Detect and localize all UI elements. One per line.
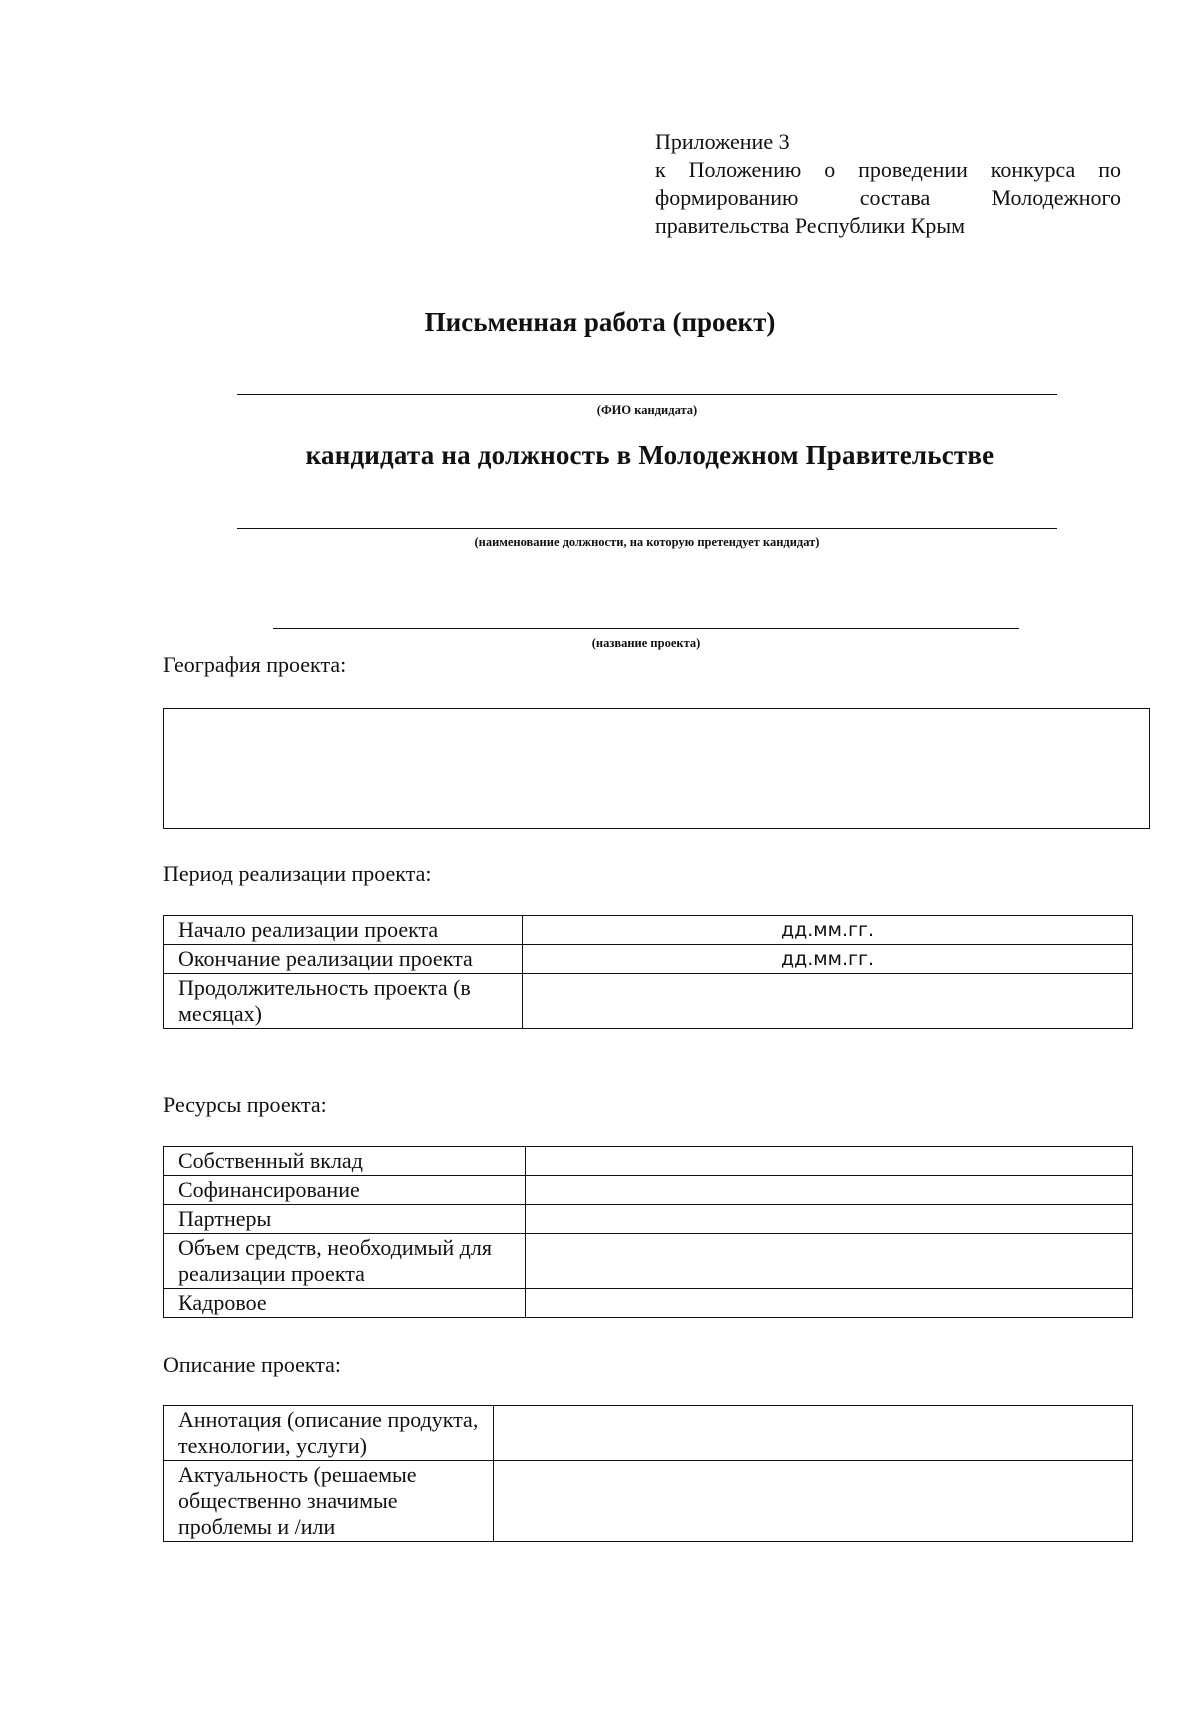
- resources-label: Ресурсы проекта:: [163, 1092, 327, 1117]
- resource-partners-label: Партнеры: [164, 1205, 526, 1234]
- period-end-label: Окончание реализации проекта: [164, 945, 523, 974]
- table-row: [164, 1176, 1133, 1205]
- resource-cofinancing-label: Софинансирование: [164, 1176, 526, 1205]
- table-row: [164, 974, 1133, 1029]
- relevance-label: Актуальность (решаемые общественно значимые проблемы и /или: [164, 1461, 494, 1542]
- period-end-value[interactable]: дд.мм.гг.: [523, 945, 1133, 974]
- document-title: Письменная работа (проект): [424, 307, 776, 337]
- project-name-line: [273, 628, 1019, 629]
- table-row: [164, 1461, 1133, 1542]
- appendix-line-4: правительства Республики Крым: [655, 213, 966, 238]
- document-subtitle: кандидата на должность в Молодежном Правительстве: [305, 440, 995, 470]
- resources-table: [163, 1146, 1133, 1318]
- annotation-value[interactable]: [494, 1406, 1133, 1461]
- appendix-line-3: формированию состава Молодежного: [655, 185, 1121, 210]
- table-row: [164, 1205, 1133, 1234]
- resource-partners-value[interactable]: [526, 1205, 1133, 1234]
- table-row: [164, 916, 1133, 945]
- resource-funds-value[interactable]: [526, 1234, 1133, 1289]
- resource-cofinancing-value[interactable]: [526, 1176, 1133, 1205]
- resource-own-value[interactable]: [526, 1147, 1133, 1176]
- table-row: [164, 1234, 1133, 1289]
- period-duration-label: Продолжительность проекта (в месяцах): [164, 974, 523, 1029]
- annotation-label: Аннотация (описание продукта, технологии, услуги): [164, 1406, 494, 1461]
- description-table: [163, 1405, 1133, 1542]
- project-name-caption: (название проекта): [591, 636, 701, 650]
- appendix-header: [655, 128, 1121, 240]
- fio-line: [237, 394, 1057, 395]
- appendix-number: Приложение 3: [655, 129, 790, 154]
- period-table: [163, 915, 1133, 1029]
- table-row: [164, 1147, 1133, 1176]
- resource-staff-label: Кадровое: [164, 1289, 526, 1318]
- position-caption: (наименование должности, на которую претендует кандидат): [474, 535, 820, 549]
- table-row: [164, 1406, 1133, 1461]
- period-label: Период реализации проекта:: [163, 861, 432, 886]
- period-duration-value[interactable]: [523, 974, 1133, 1029]
- geography-field[interactable]: [163, 708, 1150, 829]
- resource-funds-label: Объем средств, необходимый для реализации проекта: [164, 1234, 526, 1289]
- resource-staff-value[interactable]: [526, 1289, 1133, 1318]
- table-row: [164, 945, 1133, 974]
- position-line: [237, 528, 1057, 529]
- table-row: [164, 1289, 1133, 1318]
- period-start-value[interactable]: дд.мм.гг.: [523, 916, 1133, 945]
- geography-label: География проекта:: [163, 652, 347, 677]
- fio-caption: (ФИО кандидата): [596, 403, 698, 417]
- period-start-label: Начало реализации проекта: [164, 916, 523, 945]
- resource-own-label: Собственный вклад: [164, 1147, 526, 1176]
- appendix-line-2: к Положению о проведении конкурса по: [655, 157, 1121, 182]
- description-label: Описание проекта:: [163, 1352, 342, 1377]
- relevance-value[interactable]: [494, 1461, 1133, 1542]
